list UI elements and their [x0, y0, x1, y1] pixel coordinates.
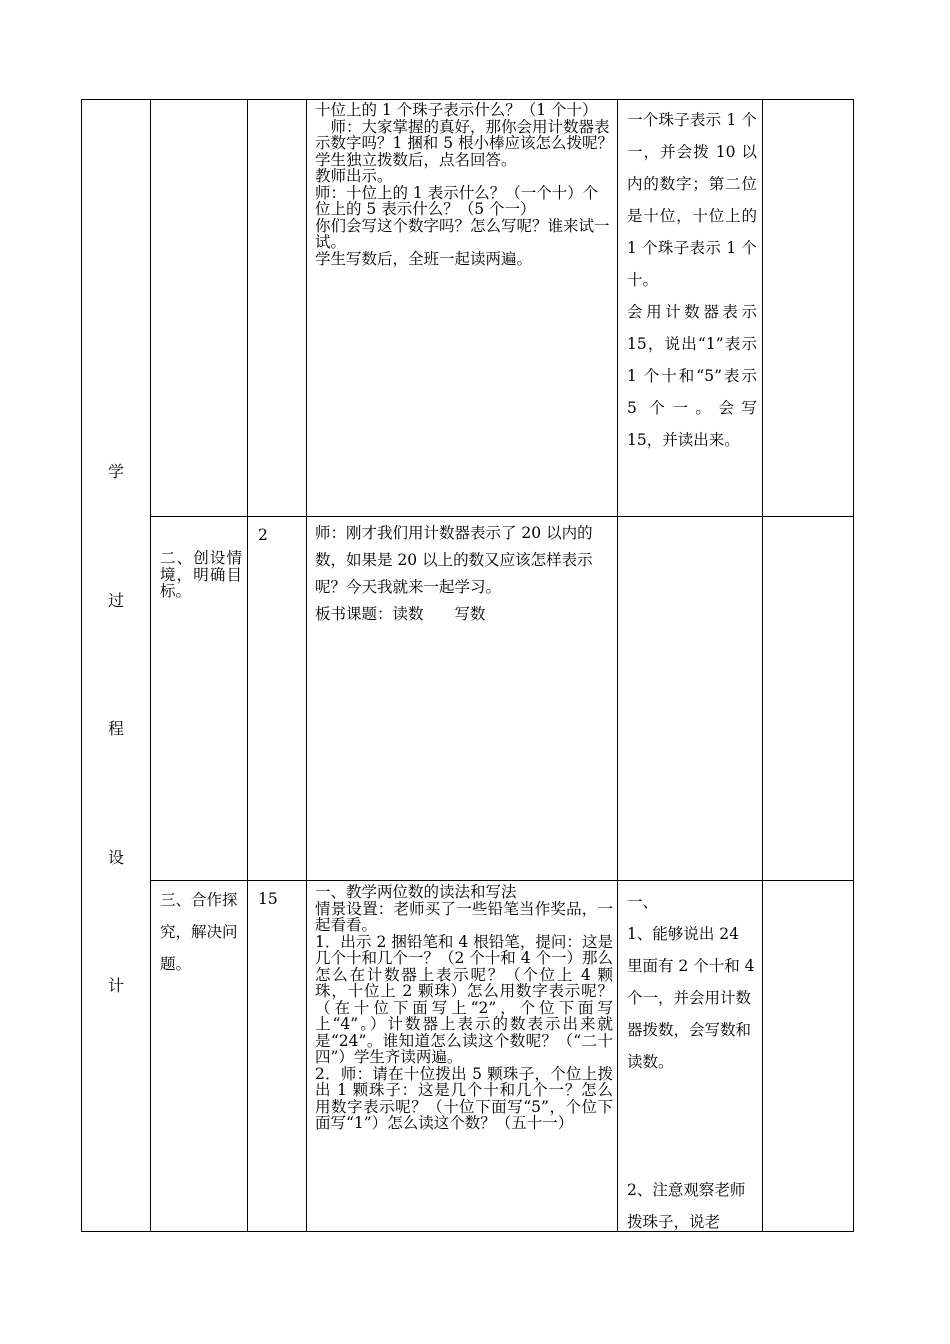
content-line: 教师出示。 [315, 167, 393, 185]
row2-time: 2 [258, 526, 268, 544]
side-label-char: 程 [107, 719, 124, 738]
side-label-char: 设 [107, 848, 124, 867]
content-line: 学生写数后，全班一起读两遍。 [315, 249, 533, 268]
column-divider [247, 100, 248, 1231]
column-divider [306, 100, 307, 1231]
row-divider [150, 880, 853, 881]
goal-line: 会用计数器表示 15，说出“1”表示 1 个十和“5”表示 5 个一。会写 15，并读出来。 [627, 303, 757, 449]
content-line: 学生独立拨数后，点名回答。 [315, 150, 517, 169]
column-divider [762, 100, 763, 1231]
side-label-char: 计 [107, 976, 124, 995]
row2-content [315, 520, 613, 628]
row3-stage: 三、合作探究，解决问题。 [160, 891, 238, 973]
content-line: 1．出示 2 捆铅笔和 4 根铅笔，提问：这是几个十和几个一？（2 个十和 4 个一）那么怎么在计数器上表示呢？（个位上 4 颗珠，十位上 2 颗珠）怎么用数字表示呢？（在十位下面写上“2”，个位下面写上“4”。）计数器上表示的数表示出来就是“24”。谁知道怎么读这个数呢？（“二十四”）学生齐读两遍。 [315, 932, 614, 1066]
goal-line: 1、能够说出 24 里面有 2 个十和 4 个一，并会用计数器拨数，会写数和读数。 [627, 925, 755, 1071]
row2-stage: 二、创设情境，明确目标。 [160, 549, 242, 600]
row1-goal [627, 104, 757, 456]
row3-time: 15 [258, 890, 278, 908]
column-divider [150, 100, 151, 1231]
goal-line: 一个珠子表示 1 个一，并会拨 10 以内的数字；第二位是十位，十位上的 1 个珠子表示 1 个十。 [627, 111, 757, 289]
row3-goal [627, 886, 757, 1238]
content-line: 2．师：请在十位拨出 5 颗珠子，个位上拨出 1 颗珠子：这是几个十和几个一？怎么用数字表示呢？（十位下面写“5”，个位下面写“1”）怎么读这个数？（五十一） [315, 1064, 613, 1132]
column-divider [617, 100, 618, 1231]
goal-line: 一、 [627, 893, 659, 911]
content-line: 一、教学两位数的读法和写法 [315, 883, 517, 901]
row1-content [315, 102, 613, 267]
row3-content [315, 884, 613, 1132]
goal-line: 2、注意观察老师拨珠子，说老 [627, 1181, 746, 1231]
side-label-char: 学 [107, 462, 124, 481]
side-label-char: 过 [107, 591, 124, 610]
content-line: 师：刚才我们用计数器表示了 20 以内的数，如果是 20 以上的数又应该怎样表示呢？今天我就来一起学习。 [315, 524, 593, 596]
row-divider [150, 516, 853, 517]
content-line: 板书课题：读数 写数 [315, 605, 486, 623]
lesson-plan-table [81, 99, 854, 1232]
content-line: 师：大家掌握的真好，那你会用计数器表示数字吗？1 捆和 5 根小棒应该怎么拨呢？ [315, 117, 614, 152]
content-line: 情景设置：老师买了一些铅笔当作奖品，一起看看。 [315, 899, 613, 934]
content-line: 师：十位上的 1 表示什么？（一个十）个位上的 5 表示什么？（5 个一） [315, 183, 599, 218]
content-line: 十位上的 1 个珠子表示什么？（1 个十） [315, 101, 598, 119]
content-line: 你们会写这个数字吗？怎么写呢？谁来试一试。 [315, 216, 610, 251]
